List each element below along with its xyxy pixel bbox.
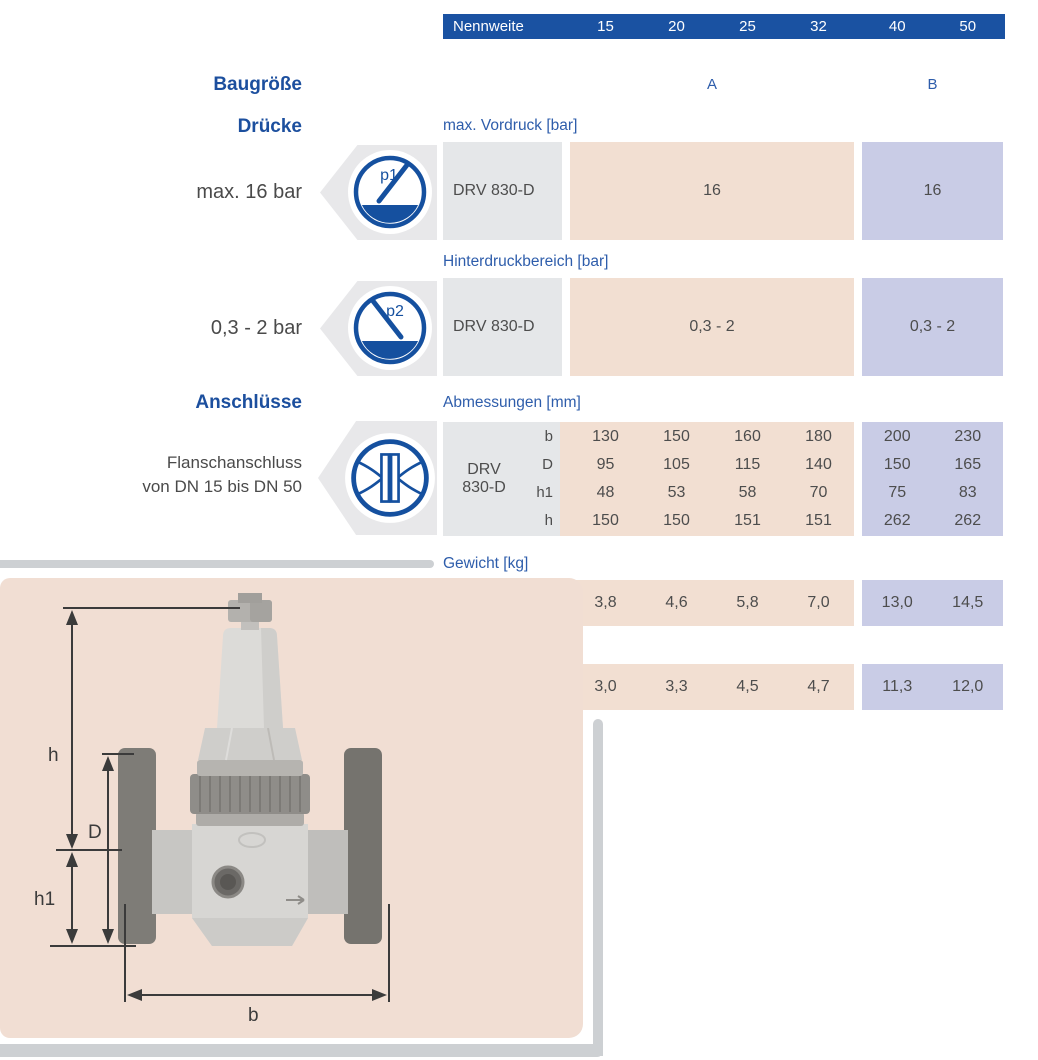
- abmessungen-row-label-box: [443, 422, 560, 536]
- gauge-p1-text: p1: [380, 167, 398, 184]
- column-header: 20: [668, 18, 685, 35]
- nennweite-header-bar: [443, 14, 1005, 39]
- table-row: 48 53 58 70: [596, 484, 828, 501]
- gauge-p1-icon: [347, 149, 433, 235]
- table-row: 200 230: [883, 428, 982, 445]
- abmessungen-row-label: DRV 830-D: [462, 461, 506, 496]
- flange-plate: [318, 421, 437, 535]
- group-b-label: B: [927, 76, 938, 93]
- divider-bar-top: [0, 560, 434, 568]
- column-header: 25: [739, 18, 756, 35]
- table-row: 262 262: [883, 512, 982, 529]
- vordruck-row-label: DRV 830-D: [443, 142, 562, 240]
- vordruck-side-label: max. 16 bar: [196, 181, 302, 203]
- gewicht-values-b: 13,0 14,5: [862, 580, 1003, 626]
- dim-label-h1: h1: [34, 889, 56, 910]
- dim-label-d: D: [88, 822, 102, 843]
- hinterdruck-value-b: 0,3 - 2: [862, 278, 1003, 376]
- frame-bar-right: [593, 719, 603, 1056]
- abmessungen-values-a: [560, 422, 854, 536]
- valve-technical-drawing: [0, 578, 583, 1038]
- table-row: 75 83: [888, 484, 977, 501]
- table-row: 150 150 151 151: [592, 512, 832, 529]
- valve-illustration: [118, 593, 382, 946]
- gauge-p2-text: p2: [386, 303, 404, 320]
- flansch-side-label-line1: Flanschanschluss: [166, 453, 302, 472]
- frame-bar-bottom: [0, 1044, 603, 1057]
- baugroesse-heading: Baugröße: [213, 74, 302, 95]
- gauge-p2-plate: [320, 281, 437, 376]
- column-header: 32: [810, 18, 827, 35]
- gauge-p2-icon: [347, 285, 433, 371]
- table-row: 130 150 160 180: [592, 428, 832, 445]
- kvs-values-a: 3,0 3,3 4,5 4,7: [570, 664, 854, 710]
- table-row: 95 105 115 140: [596, 456, 832, 473]
- vordruck-value-a: 16: [570, 142, 854, 240]
- valve-drawing-panel: [0, 578, 583, 1038]
- abmessungen-title: Abmessungen [mm]: [443, 394, 581, 411]
- anschluesse-heading: Anschlüsse: [195, 392, 302, 413]
- vordruck-title: max. Vordruck [bar]: [443, 117, 578, 134]
- group-a-label: A: [706, 76, 717, 93]
- nennweite-label: Nennweite: [453, 18, 524, 35]
- hinterdruck-row-label: DRV 830-D: [443, 278, 562, 376]
- gewicht-title: Gewicht [kg]: [443, 555, 529, 572]
- flange-connection-icon: [344, 432, 436, 524]
- hinterdruck-title: Hinterdruckbereich [bar]: [443, 253, 609, 270]
- flansch-side-label-line2: von DN 15 bis DN 50: [142, 477, 302, 496]
- table-row: 150 165: [883, 456, 982, 473]
- column-header: 50: [959, 18, 977, 35]
- dim-label-b: b: [248, 1005, 259, 1026]
- kvs-values-b: 11,3 12,0: [862, 664, 1003, 710]
- flansch-side-label: [40, 451, 302, 499]
- gewicht-values-a: 3,8 4,6 5,8 7,0: [570, 580, 854, 626]
- hinterdruck-value-a: 0,3 - 2: [570, 278, 854, 376]
- gauge-p1-plate: [320, 145, 437, 240]
- column-header: 15: [597, 18, 614, 35]
- abmessungen-values-b: [862, 422, 1003, 536]
- hinterdruck-side-label: 0,3 - 2 bar: [210, 317, 302, 339]
- vordruck-value-b: 16: [862, 142, 1003, 240]
- druecke-heading: Drücke: [237, 116, 302, 137]
- dim-label-h: h: [48, 745, 59, 766]
- dimension-labels: b D h1 h: [536, 428, 553, 529]
- column-header: 40: [888, 18, 906, 35]
